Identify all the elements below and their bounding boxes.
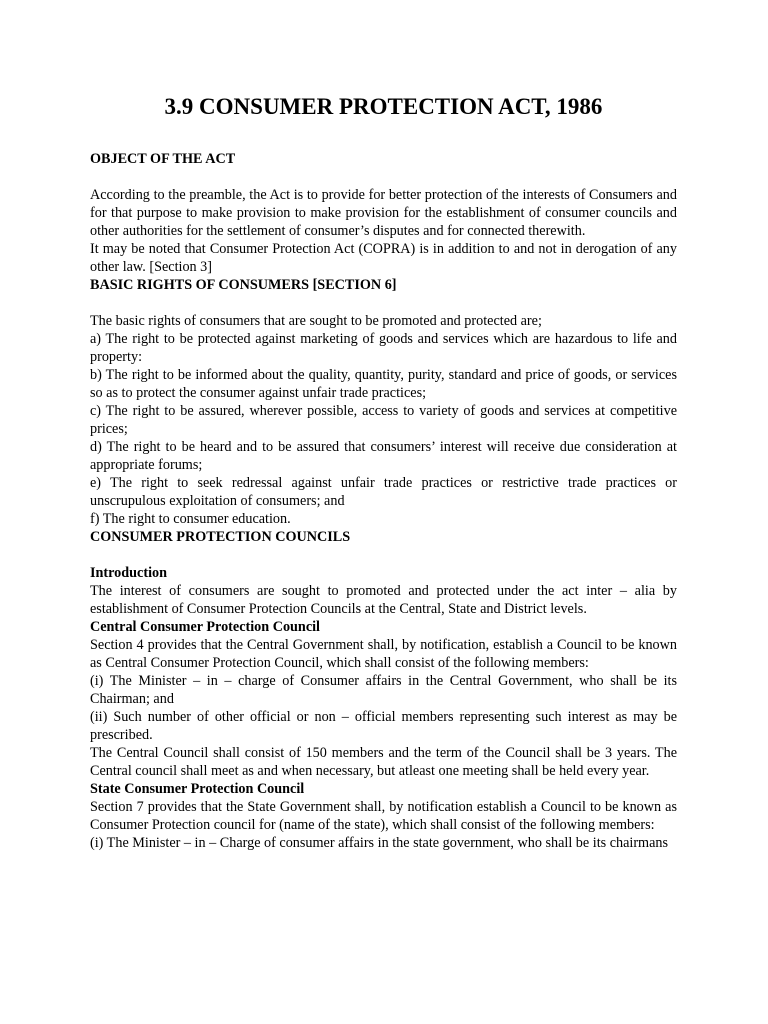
- rights-item-a: a) The right to be protected against marketing of goods and services which are hazardous to life and property:: [90, 331, 677, 365]
- rights-item-d: d) The right to be heard and to be assured that consumers’ interest will receive due consideration at appropriate forums;: [90, 439, 677, 473]
- central-council-paragraph-2: The Central Council shall consist of 150 members and the term of the Council shall be 3 years. The Central council shall meet as and when necessary, but atleast one meeting shall be held every year.: [90, 745, 677, 779]
- state-council-heading: State Consumer Protection Council: [90, 781, 305, 797]
- document-page: [90, 92, 677, 852]
- spacer: [90, 168, 677, 186]
- object-heading: OBJECT OF THE ACT: [90, 151, 236, 167]
- introduction-heading: Introduction: [90, 565, 167, 581]
- object-paragraph-2: It may be noted that Consumer Protection Act (COPRA) is in addition to and not in derogation of any other law. [Section 3]: [90, 241, 677, 275]
- central-council-paragraph-1: Section 4 provides that the Central Government shall, by notification, establish a Council to be known as Central Consumer Protection Council, which shall consist of the following members:: [90, 637, 677, 671]
- document-title: 3.9 CONSUMER PROTECTION ACT, 1986: [164, 94, 603, 119]
- state-council-paragraph-1: Section 7 provides that the State Government shall, by notification establish a Council to be known as Consumer Protection council for (name of the state), which shall consist of the following members:: [90, 799, 677, 833]
- spacer: [90, 546, 677, 564]
- councils-heading: CONSUMER PROTECTION COUNCILS: [90, 529, 351, 545]
- rights-item-e: e) The right to seek redressal against unfair trade practices or restrictive trade practices or unscrupulous exploitation of consumers; and: [90, 475, 677, 509]
- state-council-member-i: (i) The Minister – in – Charge of consumer affairs in the state government, who shall be its chairmans: [90, 835, 669, 851]
- rights-item-c: c) The right to be assured, wherever possible, access to variety of goods and services at competitive prices;: [90, 403, 677, 437]
- rights-intro: The basic rights of consumers that are sought to be promoted and protected are;: [90, 313, 542, 329]
- rights-item-f: f) The right to consumer education.: [90, 511, 291, 527]
- introduction-paragraph: The interest of consumers are sought to promoted and protected under the act inter – alia by establishment of Consumer Protection Councils at the Central, State and District levels.: [90, 583, 677, 617]
- central-council-heading: Central Consumer Protection Council: [90, 619, 320, 635]
- central-council-member-i: (i) The Minister – in – charge of Consumer affairs in the Central Government, who shall be its Chairman; and: [90, 673, 677, 707]
- central-council-member-ii: (ii) Such number of other official or non – official members representing such interest as may be prescribed.: [90, 709, 677, 743]
- rights-heading: BASIC RIGHTS OF CONSUMERS [SECTION 6]: [90, 277, 397, 293]
- spacer: [90, 294, 677, 312]
- object-paragraph-1: According to the preamble, the Act is to provide for better protection of the interests of Consumers and for that purpose to make provision to make provision for the establishment of consumer councils and other authorities for the settlement of consumer’s disputes and for connected therewith.: [90, 187, 677, 239]
- rights-item-b: b) The right to be informed about the quality, quantity, purity, standard and price of goods, or services so as to protect the consumer against unfair trade practices;: [90, 367, 677, 401]
